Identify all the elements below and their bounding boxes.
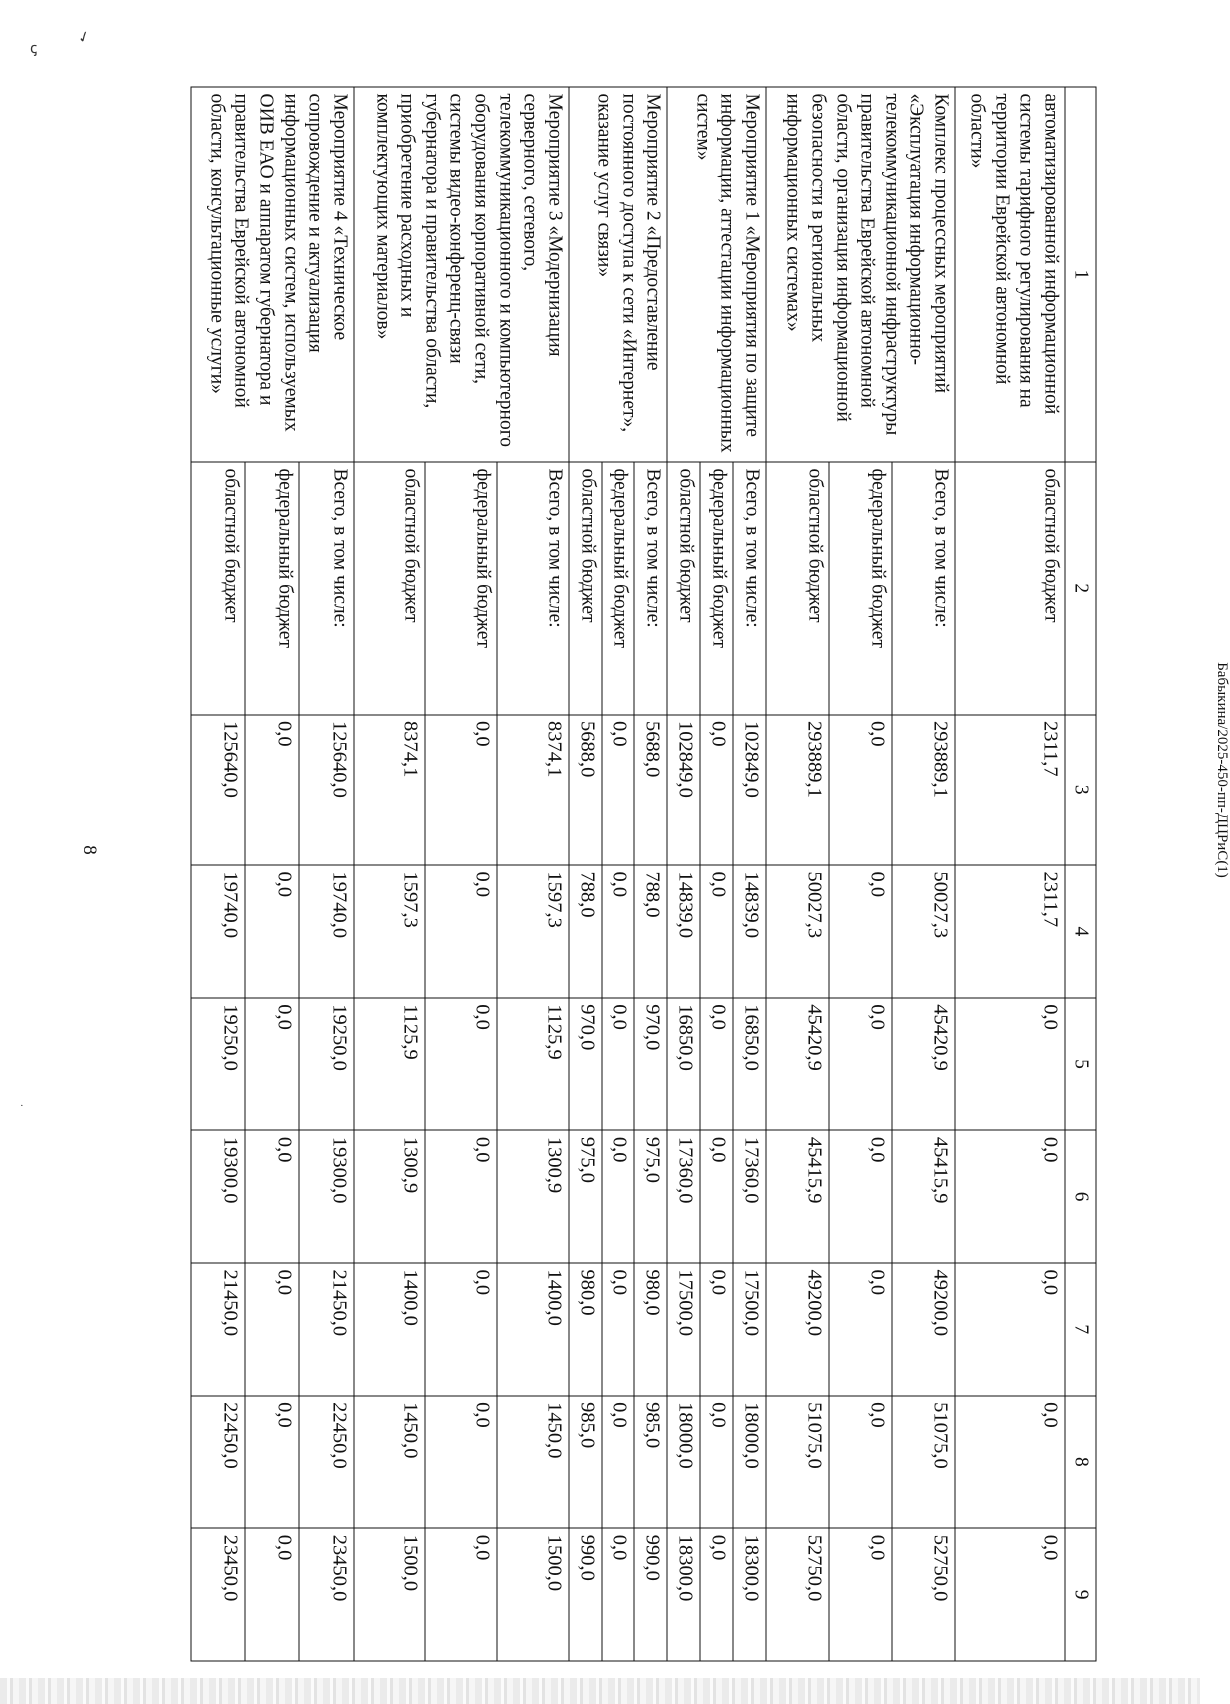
amount-cell: 0,0: [829, 865, 892, 998]
amount-cell: 0,0: [700, 715, 733, 866]
amount-cell: 5688,0: [569, 715, 602, 866]
amount-cell: 985,0: [634, 1396, 667, 1529]
amount-cell: 5688,0: [634, 715, 667, 866]
activity-name: Мероприятие 2 «Предоставление постоянного доступа к сети «Интернет», оказание услуг связи»: [569, 87, 668, 462]
amount-cell: 19740,0: [191, 865, 245, 998]
amount-cell: 0,0: [700, 865, 733, 998]
amount-cell: 788,0: [569, 865, 602, 998]
activity-name: Мероприятие 4 «Техническое сопровождение и актуализация информационных систем, используемых ОИВ ЕАО и аппаратом губернатора и правительства Еврейской автономной области, консультационные услуги»: [191, 87, 354, 462]
amount-cell: 1450,0: [497, 1396, 569, 1529]
amount-cell: 0,0: [245, 715, 299, 866]
amount-cell: 0,0: [955, 1263, 1065, 1396]
funding-source: федеральный бюджет: [425, 462, 497, 715]
amount-cell: 0,0: [245, 998, 299, 1131]
funding-source: федеральный бюджет: [700, 462, 733, 715]
amount-cell: 1500,0: [497, 1528, 569, 1661]
amount-cell: 22450,0: [191, 1396, 245, 1529]
amount-cell: 0,0: [829, 998, 892, 1131]
table-row: [733, 87, 766, 1661]
amount-cell: 990,0: [634, 1528, 667, 1661]
table-row: [634, 87, 667, 1661]
amount-cell: 0,0: [245, 1396, 299, 1529]
column-header-6: 6: [1065, 1130, 1096, 1263]
funding-source: областной бюджет: [955, 462, 1065, 715]
amount-cell: 0,0: [602, 998, 635, 1131]
table-body: [191, 87, 1065, 1661]
table-row: [892, 87, 955, 1661]
amount-cell: 17500,0: [667, 1263, 700, 1396]
funding-source: федеральный бюджет: [602, 462, 635, 715]
amount-cell: 49200,0: [892, 1263, 955, 1396]
amount-cell: 50027,3: [766, 865, 829, 998]
amount-cell: 0,0: [245, 1263, 299, 1396]
table-row: [955, 87, 1065, 1661]
amount-cell: 1400,0: [497, 1263, 569, 1396]
amount-cell: 0,0: [245, 865, 299, 998]
amount-cell: 0,0: [245, 1130, 299, 1263]
amount-cell: 50027,3: [892, 865, 955, 998]
amount-cell: 0,0: [700, 1528, 733, 1661]
amount-cell: 2311,7: [955, 865, 1065, 998]
amount-cell: 0,0: [425, 865, 497, 998]
amount-cell: 0,0: [829, 1528, 892, 1661]
amount-cell: 1125,9: [354, 998, 426, 1131]
amount-cell: 19740,0: [300, 865, 354, 998]
amount-cell: 1125,9: [497, 998, 569, 1131]
funding-source: Всего, в том числе:: [300, 462, 354, 715]
amount-cell: 8374,1: [497, 715, 569, 866]
amount-cell: 16850,0: [733, 998, 766, 1131]
amount-cell: 0,0: [425, 1396, 497, 1529]
activity-name: Комплекс процессных мероприятий «Эксплуатация информационно-телекоммуникационной инфраструктуры правительства Еврейской автономной области, организация информационной безопасности в региональных информационных системах»: [766, 87, 955, 462]
amount-cell: 0,0: [602, 1130, 635, 1263]
amount-cell: 0,0: [700, 1130, 733, 1263]
header-row: [1065, 87, 1096, 1661]
amount-cell: 51075,0: [892, 1396, 955, 1529]
amount-cell: 0,0: [700, 1263, 733, 1396]
amount-cell: 14839,0: [733, 865, 766, 998]
funding-source: областной бюджет: [766, 462, 829, 715]
amount-cell: 1300,9: [497, 1130, 569, 1263]
amount-cell: 18000,0: [667, 1396, 700, 1529]
column-header-5: 5: [1065, 998, 1096, 1131]
amount-cell: 0,0: [602, 1528, 635, 1661]
amount-cell: 125640,0: [300, 715, 354, 866]
amount-cell: 0,0: [955, 998, 1065, 1131]
budget-table: [191, 87, 1097, 1662]
amount-cell: 0,0: [425, 1263, 497, 1396]
funding-source: областной бюджет: [569, 462, 602, 715]
column-header-1: 1: [1065, 87, 1096, 462]
amount-cell: 980,0: [569, 1263, 602, 1396]
amount-cell: 985,0: [569, 1396, 602, 1529]
amount-cell: 21450,0: [191, 1263, 245, 1396]
page-number: 8: [79, 845, 100, 855]
scan-dot: ·: [20, 1100, 24, 1112]
funding-source: Всего, в том числе:: [497, 462, 569, 715]
amount-cell: 0,0: [829, 1130, 892, 1263]
scan-edge: [0, 1678, 1200, 1704]
amount-cell: 970,0: [569, 998, 602, 1131]
amount-cell: 293889,1: [766, 715, 829, 866]
table-header: [1065, 87, 1096, 1661]
funding-source: областной бюджет: [191, 462, 245, 715]
column-header-4: 4: [1065, 865, 1096, 998]
amount-cell: 45415,9: [766, 1130, 829, 1263]
amount-cell: 51075,0: [766, 1396, 829, 1529]
amount-cell: 975,0: [569, 1130, 602, 1263]
amount-cell: 45415,9: [892, 1130, 955, 1263]
amount-cell: 18300,0: [733, 1528, 766, 1661]
amount-cell: 0,0: [955, 1130, 1065, 1263]
amount-cell: 0,0: [602, 1396, 635, 1529]
amount-cell: 18000,0: [733, 1396, 766, 1529]
amount-cell: 102849,0: [733, 715, 766, 866]
table-row: [497, 87, 569, 1661]
amount-cell: 0,0: [955, 1396, 1065, 1529]
amount-cell: 1400,0: [354, 1263, 426, 1396]
activity-name: Мероприятие 3 «Модернизация серверного, сетевого, телекоммуникационного и компьютерного оборудования корпоративной сети, системы видео-конференц-связи губернатора и правительства области, приобретение расходных и комплектующих материалов»: [354, 87, 569, 462]
activity-name: Мероприятие 1 «Мероприятия по защите информации, аттестации информационных систем»: [667, 87, 766, 462]
document-code: Бабыкина/2025-450-пп-ДЦРиС(1): [1214, 662, 1230, 878]
amount-cell: 0,0: [602, 1263, 635, 1396]
amount-cell: 1597,3: [497, 865, 569, 998]
amount-cell: 0,0: [955, 1528, 1065, 1661]
amount-cell: 19300,0: [191, 1130, 245, 1263]
amount-cell: 19250,0: [300, 998, 354, 1131]
amount-cell: 975,0: [634, 1130, 667, 1263]
activity-name: автоматизированной информационной системы тарифного регулирования на территории Еврейской автономной области»: [955, 87, 1065, 462]
amount-cell: 2311,7: [955, 715, 1065, 866]
funding-source: областной бюджет: [354, 462, 426, 715]
funding-source: федеральный бюджет: [829, 462, 892, 715]
amount-cell: 102849,0: [667, 715, 700, 866]
amount-cell: 125640,0: [191, 715, 245, 866]
amount-cell: 0,0: [425, 715, 497, 866]
column-header-7: 7: [1065, 1263, 1096, 1396]
amount-cell: 17360,0: [733, 1130, 766, 1263]
amount-cell: 0,0: [425, 1130, 497, 1263]
amount-cell: 18300,0: [667, 1528, 700, 1661]
scan-mark: ꞔ: [30, 41, 38, 57]
amount-cell: 0,0: [829, 1263, 892, 1396]
amount-cell: 52750,0: [892, 1528, 955, 1661]
column-header-8: 8: [1065, 1396, 1096, 1529]
funding-source: Всего, в том числе:: [892, 462, 955, 715]
amount-cell: 16850,0: [667, 998, 700, 1131]
amount-cell: 970,0: [634, 998, 667, 1131]
scan-mark: ✓: [75, 28, 94, 48]
amount-cell: 0,0: [829, 1396, 892, 1529]
amount-cell: 0,0: [245, 1528, 299, 1661]
amount-cell: 17360,0: [667, 1130, 700, 1263]
column-header-3: 3: [1065, 715, 1096, 866]
amount-cell: 22450,0: [300, 1396, 354, 1529]
amount-cell: 1300,9: [354, 1130, 426, 1263]
amount-cell: 23450,0: [191, 1528, 245, 1661]
amount-cell: 19250,0: [191, 998, 245, 1131]
amount-cell: 52750,0: [766, 1528, 829, 1661]
amount-cell: 45420,9: [892, 998, 955, 1131]
amount-cell: 45420,9: [766, 998, 829, 1131]
amount-cell: 21450,0: [300, 1263, 354, 1396]
table-row: [300, 87, 354, 1661]
amount-cell: 0,0: [602, 715, 635, 866]
amount-cell: 0,0: [425, 998, 497, 1131]
amount-cell: 17500,0: [733, 1263, 766, 1396]
amount-cell: 49200,0: [766, 1263, 829, 1396]
amount-cell: 990,0: [569, 1528, 602, 1661]
amount-cell: 788,0: [634, 865, 667, 998]
amount-cell: 1597,3: [354, 865, 426, 998]
amount-cell: 0,0: [700, 1396, 733, 1529]
amount-cell: 0,0: [700, 998, 733, 1131]
amount-cell: 0,0: [425, 1528, 497, 1661]
amount-cell: 0,0: [829, 715, 892, 866]
rotated-table-frame: [191, 87, 1097, 1662]
amount-cell: 1500,0: [354, 1528, 426, 1661]
funding-source: Всего, в том числе:: [634, 462, 667, 715]
funding-source: федеральный бюджет: [245, 462, 299, 715]
amount-cell: 1450,0: [354, 1396, 426, 1529]
amount-cell: 293889,1: [892, 715, 955, 866]
amount-cell: 0,0: [602, 865, 635, 998]
amount-cell: 980,0: [634, 1263, 667, 1396]
amount-cell: 19300,0: [300, 1130, 354, 1263]
amount-cell: 23450,0: [300, 1528, 354, 1661]
funding-source: областной бюджет: [667, 462, 700, 715]
column-header-9: 9: [1065, 1528, 1096, 1661]
funding-source: Всего, в том числе:: [733, 462, 766, 715]
column-header-2: 2: [1065, 462, 1096, 715]
amount-cell: 14839,0: [667, 865, 700, 998]
amount-cell: 8374,1: [354, 715, 426, 866]
